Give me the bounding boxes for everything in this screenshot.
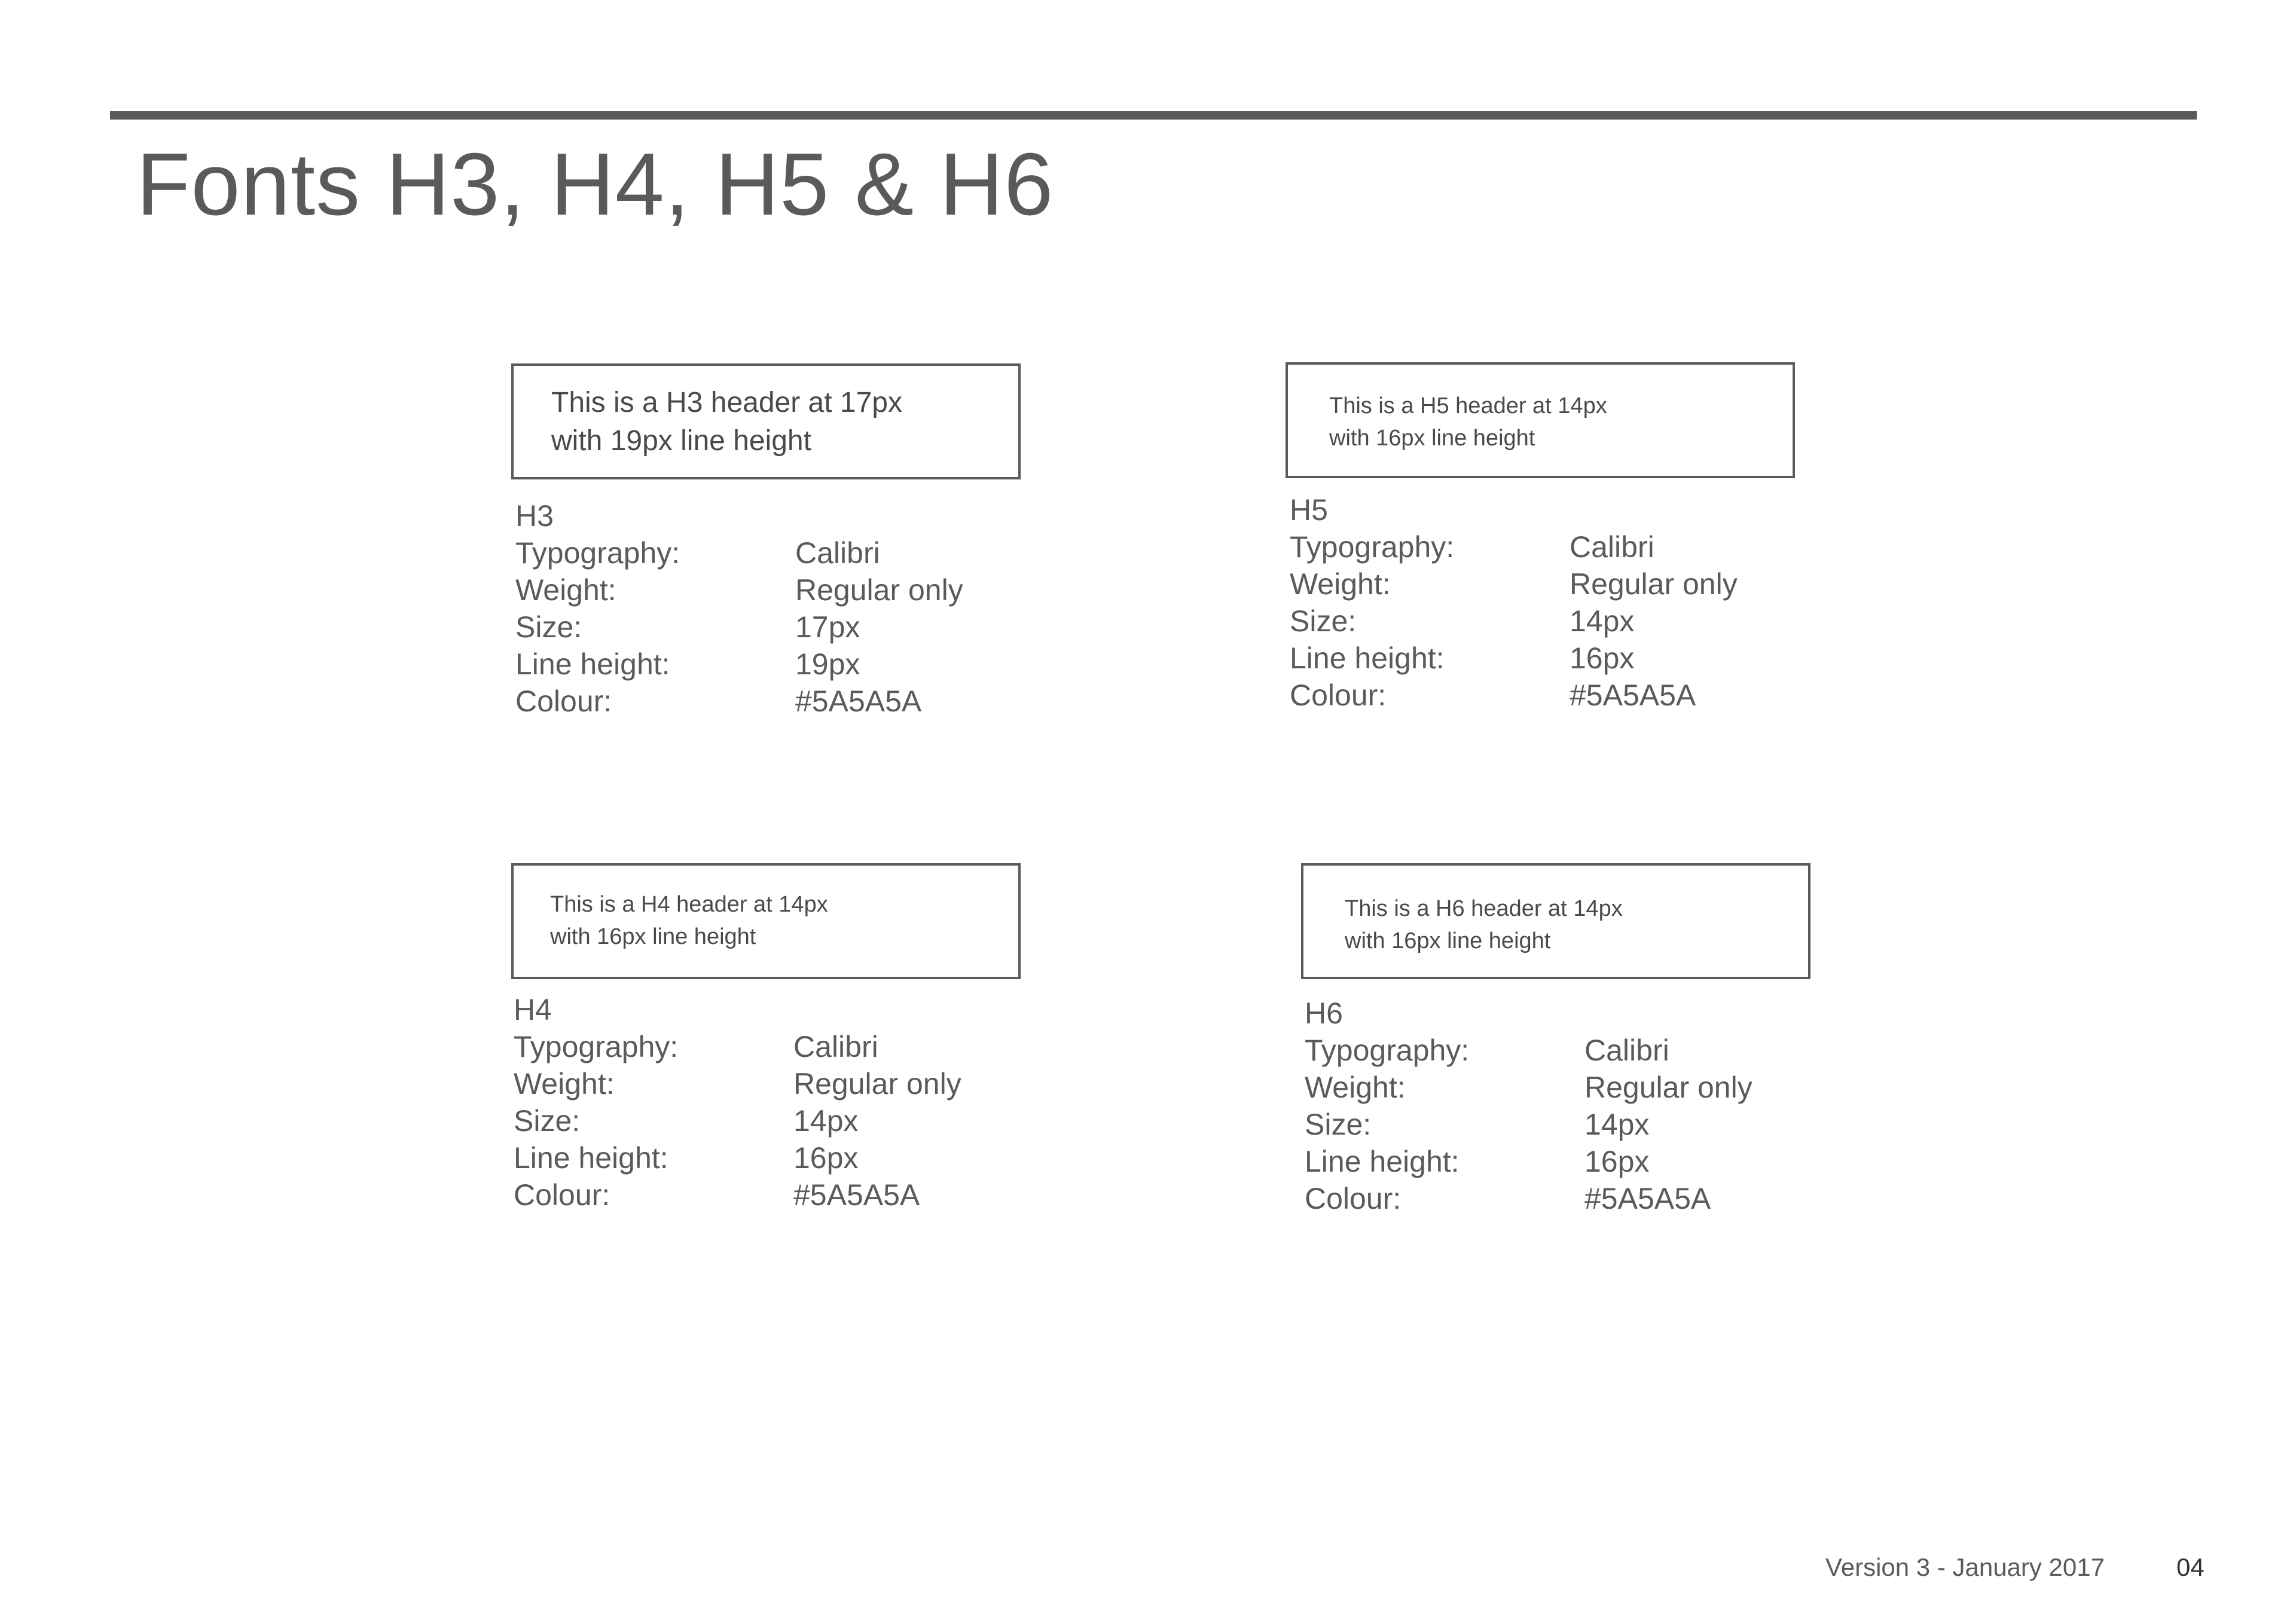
page-number: 04 (2176, 1553, 2205, 1581)
h5-sample-line-1: This is a H5 header at 14px (1329, 393, 1607, 418)
spec-value-colour: #5A5A5A (1584, 1182, 1711, 1215)
h6-sample-line-2: with 16px line height (1345, 928, 1551, 953)
h3-sample-line-2: with 19px line height (551, 425, 811, 457)
spec-value-colour: #5A5A5A (793, 1178, 920, 1212)
spec-value-typography: Calibri (1570, 530, 1654, 564)
spec-row (514, 1065, 961, 1102)
spec-row (514, 1139, 961, 1176)
spec-row (515, 609, 963, 646)
h4-sample-text (550, 888, 828, 953)
spec-row (515, 534, 963, 571)
h3-spec-heading: H3 (515, 499, 554, 533)
spec-row (1290, 528, 1738, 566)
spec-row (1305, 1032, 1752, 1069)
spec-row (1305, 1106, 1752, 1143)
spec-row (514, 1028, 961, 1065)
footer-version: Version 3 - January 2017 (1825, 1553, 2105, 1581)
spec-value-weight: Regular only (1584, 1071, 1752, 1104)
spec-value-colour: #5A5A5A (795, 684, 922, 718)
spec-value-weight: Regular only (793, 1067, 961, 1101)
h4-spec (514, 991, 961, 1214)
spec-value-typography: Calibri (795, 536, 880, 570)
h3-sample-text (551, 384, 902, 460)
spec-value-line-height: 16px (1570, 641, 1635, 675)
h5-spec (1290, 491, 1738, 714)
spec-label-line-height: Line height: (1305, 1145, 1460, 1178)
spec-row (515, 683, 963, 720)
title-rule (110, 111, 2197, 120)
spec-label-line-height: Line height: (1290, 641, 1445, 675)
spec-value-line-height: 19px (795, 647, 860, 681)
h6-spec-heading: H6 (1305, 997, 1343, 1030)
spec-value-line-height: 16px (793, 1141, 859, 1175)
spec-row (515, 571, 963, 609)
spec-label-colour: Colour: (515, 684, 612, 718)
h6-sample-line-1: This is a H6 header at 14px (1345, 896, 1623, 921)
spec-label-size: Size: (515, 610, 582, 644)
spec-value-colour: #5A5A5A (1570, 678, 1696, 712)
spec-label-typography: Typography: (514, 1030, 679, 1063)
spec-row (514, 1102, 961, 1139)
spec-label-weight: Weight: (1290, 567, 1391, 601)
spec-label-typography: Typography: (515, 536, 680, 570)
spec-row (1290, 566, 1738, 603)
spec-label-typography: Typography: (1305, 1034, 1470, 1067)
spec-value-weight: Regular only (1570, 567, 1738, 601)
spec-row (1305, 1143, 1752, 1180)
spec-label-line-height: Line height: (515, 647, 670, 681)
h5-sample-text (1329, 390, 1607, 454)
h4-sample-line-1: This is a H4 header at 14px (550, 892, 828, 917)
h4-sample-line-2: with 16px line height (550, 924, 756, 949)
h3-spec (515, 497, 963, 720)
h5-spec-heading: H5 (1290, 493, 1328, 527)
spec-label-colour: Colour: (514, 1178, 610, 1212)
spec-label-line-height: Line height: (514, 1141, 668, 1175)
spec-row (515, 646, 963, 683)
spec-label-weight: Weight: (514, 1067, 615, 1101)
spec-row (1305, 1069, 1752, 1106)
spec-row (1290, 677, 1738, 714)
spec-label-colour: Colour: (1290, 678, 1387, 712)
page-title: Fonts H3, H4, H5 & H6 (136, 135, 1054, 234)
spec-value-size: 17px (795, 610, 860, 644)
spec-label-typography: Typography: (1290, 530, 1455, 564)
spec-row (1290, 603, 1738, 640)
spec-value-weight: Regular only (795, 573, 963, 607)
spec-row (514, 1176, 961, 1214)
spec-label-size: Size: (514, 1104, 581, 1138)
spec-value-size: 14px (1584, 1108, 1650, 1141)
h4-spec-heading: H4 (514, 993, 552, 1026)
spec-label-weight: Weight: (515, 573, 616, 607)
h6-sample-text (1345, 893, 1623, 957)
h3-sample-line-1: This is a H3 header at 17px (551, 387, 902, 418)
h5-sample-line-2: with 16px line height (1329, 426, 1535, 451)
spec-label-colour: Colour: (1305, 1182, 1402, 1215)
spec-value-typography: Calibri (1584, 1034, 1669, 1067)
h6-spec (1305, 995, 1752, 1217)
spec-value-typography: Calibri (793, 1030, 878, 1063)
spec-value-line-height: 16px (1584, 1145, 1650, 1178)
spec-row (1305, 1180, 1752, 1217)
spec-value-size: 14px (1570, 604, 1635, 638)
spec-label-size: Size: (1290, 604, 1357, 638)
spec-label-size: Size: (1305, 1108, 1372, 1141)
spec-label-weight: Weight: (1305, 1071, 1406, 1104)
spec-value-size: 14px (793, 1104, 859, 1138)
spec-row (1290, 640, 1738, 677)
